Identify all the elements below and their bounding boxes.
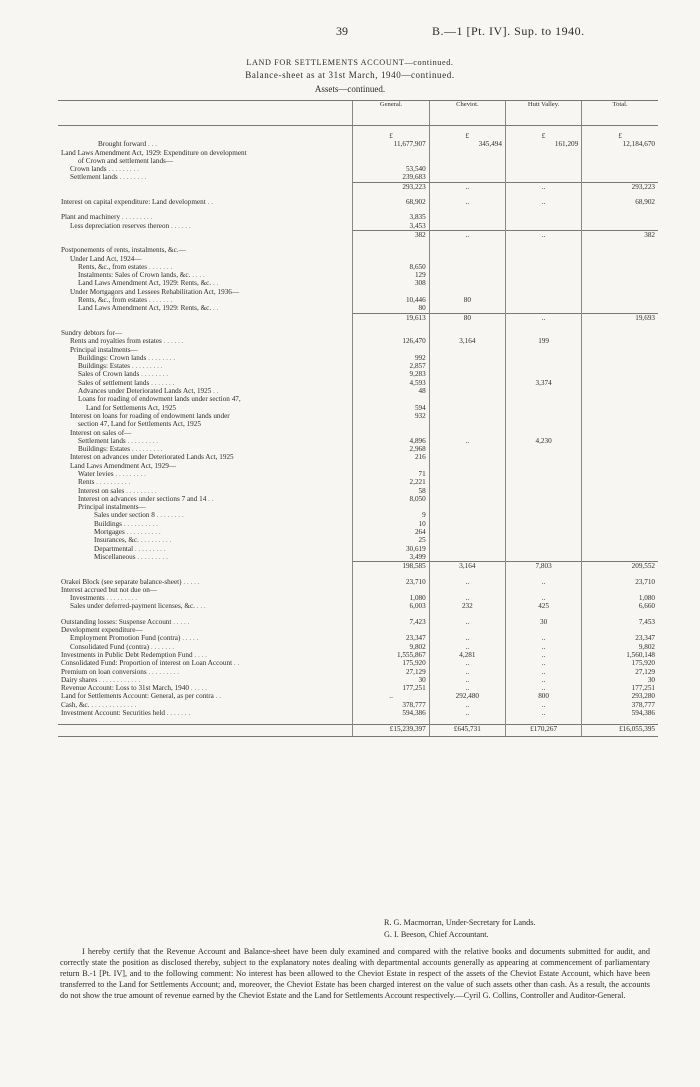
row-label: Investment Account: Securities held <box>61 709 165 717</box>
account-title: LAND FOR SETTLEMENTS ACCOUNT—continued. <box>246 58 454 67</box>
cell-total: 12,184,670 <box>582 140 658 148</box>
row-label: Land Laws Amendment Act, 1929: Expenditure on development <box>61 148 247 157</box>
row-label: Interest on sales <box>78 486 125 495</box>
cell-cheviot: 3,164 <box>429 562 505 571</box>
cell-cheviot: .. <box>429 668 505 676</box>
cell-general: 594 <box>353 404 429 412</box>
cell-hutt: .. <box>505 676 581 684</box>
cell-total: 68,902 <box>582 198 658 206</box>
row-label: Premium on loan conversions <box>61 667 147 676</box>
cell-hutt: 3,374 <box>505 379 581 387</box>
table-row: Departmental . . . . . . . . . 30,619 <box>58 545 658 553</box>
cell-general: 2,857 <box>353 362 429 370</box>
cell-general: 3,835 <box>353 213 429 221</box>
currency-row <box>58 132 658 140</box>
cell-general: 126,470 <box>353 337 429 345</box>
row-label: Cash, &c. <box>61 700 90 709</box>
table-row: Sales under deferred-payment licenses, &c. . . . 6,003 232 425 6,660 <box>58 602 658 610</box>
row-label: Orakei Block (see separate balance-sheet) <box>61 577 182 586</box>
row-label: section 47, Land for Settlements Act, 1925 <box>78 420 201 429</box>
cell-cheviot: .. <box>429 634 505 642</box>
cell-general: 25 <box>353 536 429 544</box>
cell-total: 594,386 <box>582 709 658 717</box>
cell-hutt: 161,209 <box>505 140 581 148</box>
cell-cheviot: 345,494 <box>429 140 505 148</box>
cell-hutt: 800 <box>505 692 581 700</box>
table-row: Settlement lands . . . . . . . . 239,683 <box>58 173 658 182</box>
cell-general: 68,902 <box>353 198 429 206</box>
table-row: Brought forward . . . 11,677,907 345,494 161,209 12,184,670 <box>58 140 658 148</box>
cell-hutt: .. <box>505 578 581 586</box>
cell-general: 175,920 <box>353 659 429 667</box>
cell-hutt: .. <box>505 701 581 709</box>
row-label: Settlement lands <box>78 436 126 445</box>
cell-general: 264 <box>353 528 429 536</box>
cell-general: .. <box>353 692 429 700</box>
cell-general: 19,613 <box>353 313 429 322</box>
cell-total: 30 <box>582 676 658 684</box>
cell-general: 10 <box>353 520 429 528</box>
cell-cheviot: 3,164 <box>429 337 505 345</box>
row-label: Revenue Account: Loss to 31st March, 1940 <box>61 684 189 693</box>
under-secretary-signature: R. G. Macmorran, Under-Secretary for Lands. <box>384 918 536 927</box>
table-row: Instalments: Sales of Crown lands, &c. . . . . 129 <box>58 271 658 279</box>
table-row <box>58 429 658 437</box>
cell-general: 378,777 <box>353 701 429 709</box>
table-row <box>58 412 658 420</box>
cell-general: 30 <box>353 676 429 684</box>
cell-cheviot: .. <box>429 230 505 239</box>
cell-general: 239,683 <box>353 173 429 182</box>
cell-total: 209,552 <box>582 562 658 571</box>
table-row: Rents, &c., from estates . . . . . . . 10,446 80 <box>58 296 658 304</box>
cell-hutt: 199 <box>505 337 581 345</box>
table-row: Land Laws Amendment Act, 1929: Rents, &c. . . 80 <box>58 304 658 313</box>
row-label: Interest on advances under Deteriorated Lands Act, 1925 <box>70 453 234 462</box>
cell-general: 293,223 <box>353 182 429 191</box>
cell-cheviot: .. <box>429 676 505 684</box>
row-label: Interest accrued but not due on— <box>61 585 157 594</box>
cell-general: 27,129 <box>353 668 429 676</box>
cell-general: 58 <box>353 487 429 495</box>
row-label: Rents and royalties from estates <box>70 337 162 346</box>
cell-cheviot: .. <box>429 643 505 651</box>
cell-cheviot: .. <box>429 709 505 717</box>
table-row <box>58 404 658 412</box>
cell-total: 175,920 <box>582 659 658 667</box>
table-row <box>58 288 658 296</box>
column-cheviot: Cheviot. <box>429 101 505 126</box>
cell-cheviot: 232 <box>429 602 505 610</box>
cell-hutt: .. <box>505 651 581 659</box>
table-row: Rents . . . . . . . . . . 2,221 <box>58 478 658 486</box>
row-label: Buildings: Estates <box>78 362 131 371</box>
table-row: Employment Promotion Fund (contra) . . . . . 23,347 .. .. 23,347 <box>58 634 658 642</box>
cell-general: 216 <box>353 453 429 461</box>
cell-hutt: .. <box>505 709 581 717</box>
row-label: Principal instalments— <box>78 503 146 512</box>
row-label: Investments <box>70 594 105 603</box>
row-label: Investments in Public Debt Redemption Fund <box>61 650 193 659</box>
currency-symbol: £ <box>353 132 429 140</box>
row-label: Consolidated Fund (contra) <box>70 642 150 651</box>
cell-hutt: .. <box>505 198 581 206</box>
row-label: Insurances, &c. <box>94 536 139 545</box>
row-label: Advances under Deteriorated Lands Act, 1925 <box>78 387 212 396</box>
cell-general: 9,283 <box>353 370 429 378</box>
subtotal-row <box>58 562 658 571</box>
cell-general: 7,423 <box>353 618 429 626</box>
cell-hutt: .. <box>505 230 581 239</box>
row-label: Plant and machinery <box>61 213 121 222</box>
cell-cheviot: .. <box>429 594 505 602</box>
row-label: Less depreciation reserves thereon <box>70 221 170 230</box>
section-title: Assets—continued. <box>314 84 386 94</box>
table-row <box>58 395 658 403</box>
row-label: Interest on sales of— <box>70 428 132 437</box>
cell-general: 2,221 <box>353 478 429 486</box>
row-label: Interest on advances under sections 7 and 14 <box>78 494 207 503</box>
cell-general: 53,540 <box>353 165 429 173</box>
cell-general: 3,499 <box>353 553 429 562</box>
cell-general: 594,386 <box>353 709 429 717</box>
row-label: Buildings: Crown lands <box>78 353 147 362</box>
balance-sheet-table <box>58 100 658 737</box>
sheet-title: Balance-sheet as at 31st March, 1940—continued. <box>245 70 455 80</box>
table-row: Sales of settlement lands . . . . . . . 4,593 3,374 <box>58 379 658 387</box>
table-row: Crown lands . . . . . . . . . 53,540 <box>58 165 658 173</box>
cell-total: 177,251 <box>582 684 658 692</box>
cell-general: 129 <box>353 271 429 279</box>
cell-cheviot: .. <box>429 684 505 692</box>
table-row <box>58 626 658 634</box>
table-row <box>58 329 658 337</box>
row-label: Departmental <box>94 544 134 553</box>
cell-general: 2,968 <box>353 445 429 453</box>
cell-total: 23,347 <box>582 634 658 642</box>
row-label: Loans for roading of endowment lands under section 47, <box>78 395 241 404</box>
subtotal-row <box>58 313 658 322</box>
cell-general: 8,050 <box>353 495 429 503</box>
table-row: Interest on capital expenditure: Land development . . 68,902 .. .. 68,902 <box>58 198 658 206</box>
cell-general: 10,446 <box>353 296 429 304</box>
cell-total: 6,660 <box>582 602 658 610</box>
table-row: Buildings . . . . . . . . . . 10 <box>58 520 658 528</box>
cell-cheviot: .. <box>429 701 505 709</box>
table-row: Outstanding losses: Suspense Account . . . . . 7,423 .. 30 7,453 <box>58 618 658 626</box>
column-general: General. <box>353 101 429 126</box>
cell-cheviot: 4,281 <box>429 651 505 659</box>
table-row: Land for Settlements Account: General, as per contra . . .. 292,480 800 293,280 <box>58 692 658 700</box>
table-row: Investments . . . . . . . . . 1,080 .. .. 1,080 <box>58 594 658 602</box>
cell-total: 293,280 <box>582 692 658 700</box>
table-row: Buildings: Estates . . . . . . . . . 2,857 <box>58 362 658 370</box>
table-row: Buildings: Crown lands . . . . . . . . 992 <box>58 354 658 362</box>
row-label: Development expenditure— <box>61 626 143 635</box>
cell-general: 9 <box>353 511 429 519</box>
row-label: Land for Settlements Act, 1925 <box>86 403 177 412</box>
cell-general: 382 <box>353 230 429 239</box>
table-row: Rents, &c., from estates . . . . . . . 8,650 <box>58 263 658 271</box>
cell-general: 8,650 <box>353 263 429 271</box>
cell-hutt: 425 <box>505 602 581 610</box>
row-label: Sales under deferred-payment licenses, &c. <box>70 602 195 611</box>
cell-general: 198,585 <box>353 562 429 571</box>
cell-cheviot: .. <box>429 198 505 206</box>
table-row: Interest on sales . . . . . . . . . 58 <box>58 487 658 495</box>
cell-general: 177,251 <box>353 684 429 692</box>
cell-cheviot: .. <box>429 659 505 667</box>
cell-general: 4,593 <box>353 379 429 387</box>
cell-general: 4,896 <box>353 437 429 445</box>
row-label: Crown lands <box>70 165 107 174</box>
table-row: Dairy shares . . . . . . . . . . . . 30 .. .. 30 <box>58 676 658 684</box>
table-row: Insurances, &c. . . . . . . . . . 25 <box>58 536 658 544</box>
table-row: Cash, &c. . . . . . . . . . . . . . 378,777 .. .. 378,777 <box>58 701 658 709</box>
cell-general: 1,555,867 <box>353 651 429 659</box>
row-label: Mortgages <box>94 528 125 537</box>
cell-total: 23,710 <box>582 578 658 586</box>
table-row: Sales under section 8 . . . . . . . . 9 <box>58 511 658 519</box>
row-label: Rents, &c., from estates <box>78 262 148 271</box>
table-row: Investment Account: Securities held . . . . . . . 594,386 .. .. 594,386 <box>58 709 658 717</box>
row-label: Land for Settlements Account: General, as per contra <box>61 692 214 701</box>
subtotal-row <box>58 230 658 239</box>
cell-cheviot: .. <box>429 578 505 586</box>
cell-hutt: .. <box>505 313 581 322</box>
row-label: Under Mortgagors and Lessees Rehabilitation Act, 1936— <box>70 287 240 296</box>
table-row <box>58 586 658 594</box>
table-row <box>58 246 658 254</box>
cell-hutt: .. <box>505 634 581 642</box>
row-label: Brought forward <box>98 140 147 149</box>
row-label: Instalments: Sales of Crown lands, &c. <box>78 271 191 280</box>
currency-symbol: £ <box>429 132 505 140</box>
cell-cheviot: .. <box>429 437 505 445</box>
table-row: Premium on loan conversions . . . . . . . . . 27,129 .. .. 27,129 <box>58 668 658 676</box>
cell-hutt: .. <box>505 684 581 692</box>
row-label: Miscellaneous <box>94 552 136 561</box>
table-row <box>58 346 658 354</box>
cell-general: 3,453 <box>353 222 429 231</box>
cell-total: 378,777 <box>582 701 658 709</box>
column-total: Total. <box>582 101 658 126</box>
table-row: Rents and royalties from estates . . . . . . 126,470 3,164 199 <box>58 337 658 345</box>
table-row <box>58 453 658 461</box>
cell-total: 27,129 <box>582 668 658 676</box>
cell-hutt: £170,267 <box>505 725 581 737</box>
cell-total: 19,693 <box>582 313 658 322</box>
cell-hutt: 4,230 <box>505 437 581 445</box>
label-column-header <box>58 101 353 126</box>
cell-hutt: .. <box>505 594 581 602</box>
column-header-row <box>58 101 658 126</box>
row-label: Postponements of rents, instalments, &c.— <box>61 246 186 255</box>
row-label: Buildings: Estates <box>78 445 131 454</box>
cell-cheviot: £645,731 <box>429 725 505 737</box>
column-hutt-valley: Hutt Valley. <box>505 101 581 126</box>
cell-general: 48 <box>353 387 429 395</box>
table-row: Revenue Account: Loss to 31st March, 1940 . . . . . 177,251 .. .. 177,251 <box>58 684 658 692</box>
row-label: Land Laws Amendment Act, 1929: Rents, &c. <box>78 304 212 313</box>
table-row: Investments in Public Debt Redemption Fund . . . . 1,555,867 4,281 .. 1,560,148 <box>58 651 658 659</box>
accountant-signature: G. I. Beeson, Chief Accountant. <box>384 930 489 939</box>
cell-cheviot: 80 <box>429 313 505 322</box>
cell-hutt: .. <box>505 643 581 651</box>
table-row: Mortgages . . . . . . . . . . 264 <box>58 528 658 536</box>
cell-hutt: 30 <box>505 618 581 626</box>
row-label: of Crown and settlement lands— <box>78 156 174 165</box>
row-label: Consolidated Fund: Proportion of interest on Loan Account <box>61 659 233 668</box>
row-label: Land Laws Amendment Act, 1929— <box>70 461 176 470</box>
cell-general: 23,347 <box>353 634 429 642</box>
cell-general: 1,080 <box>353 594 429 602</box>
cell-general: £15,239,397 <box>353 725 429 737</box>
table-row <box>58 462 658 470</box>
cell-total: 382 <box>582 230 658 239</box>
row-label: Water levies <box>78 469 114 478</box>
cell-total: 9,802 <box>582 643 658 651</box>
table-row: Consolidated Fund (contra) . . . . . . . 9,802 .. .. 9,802 <box>58 643 658 651</box>
table-row: Interest on advances under sections 7 and 14 . . 8,050 <box>58 495 658 503</box>
currency-symbol: £ <box>505 132 581 140</box>
row-label: Sales of Crown lands <box>78 370 140 379</box>
cell-total: 1,560,148 <box>582 651 658 659</box>
cell-general: 23,710 <box>353 578 429 586</box>
row-label: Sales of settlement lands <box>78 378 150 387</box>
table-row <box>58 157 658 165</box>
table-row: Miscellaneous . . . . . . . . . 3,499 <box>58 553 658 562</box>
audit-certificate: I hereby certify that the Revenue Account and Balance-sheet have been duly examined and compared with the relative books and documents submitted for audit, and correctly state the position as disclosed thereby, subject to the explanatory notes dealing with departmental accounts generally as appearing at commencement of parliamentary return B.-1 [Pt. IV], and to the following comment: No interest has been allowed to the Cheviot Estate in respect of the assets of the Cheviot Estate Account, which have been transferred to the Land for Settlements Account; and, moreover, the Cheviot Estate has been charged interest on the value of such assets other than cash. As a result, the accounts do not show the true amount of revenue earned by the Cheviot Estate and the Land for Settlements Account respectively.—Cyril G. Collins, Controller and Auditor-General. <box>60 947 650 1000</box>
table-row <box>58 503 658 511</box>
cell-total: 1,080 <box>582 594 658 602</box>
table-row: Orakei Block (see separate balance-sheet) . . . . . 23,710 .. .. 23,710 <box>58 578 658 586</box>
document-reference: B.—1 [Pt. IV]. Sup. to 1940. <box>432 24 585 38</box>
cell-general: 932 <box>353 412 429 420</box>
cell-cheviot: .. <box>429 618 505 626</box>
row-label: Interest on capital expenditure: Land development <box>61 198 206 207</box>
currency-symbol: £ <box>582 132 658 140</box>
row-label: Under Land Act, 1924— <box>70 254 142 263</box>
cell-general: 6,003 <box>353 602 429 610</box>
table-row: Land Laws Amendment Act, 1929: Rents, &c. . . 308 <box>58 279 658 287</box>
subtotal-row <box>58 182 658 191</box>
grand-total-row <box>58 725 658 737</box>
row-label: Dairy shares <box>61 675 98 684</box>
cell-general: 30,619 <box>353 545 429 553</box>
table-row: Plant and machinery . . . . . . . . . 3,835 <box>58 213 658 221</box>
cell-general: 71 <box>353 470 429 478</box>
row-label: Rents <box>78 478 95 487</box>
row-label: Buildings <box>94 519 122 528</box>
cell-cheviot: 80 <box>429 296 505 304</box>
cell-hutt: .. <box>505 659 581 667</box>
cell-total: £16,055,395 <box>582 725 658 737</box>
row-label: Land Laws Amendment Act, 1929: Rents, &c. <box>78 279 212 288</box>
row-label: Outstanding losses: Suspense Account <box>61 617 172 626</box>
row-label: Settlement lands <box>70 173 118 182</box>
cell-general: 11,677,907 <box>353 140 429 148</box>
cell-total: 293,223 <box>582 182 658 191</box>
row-label: Interest on loans for roading of endowment lands under <box>70 411 230 420</box>
table-row <box>58 420 658 428</box>
table-row <box>58 149 658 157</box>
cell-general: 9,802 <box>353 643 429 651</box>
cell-cheviot: .. <box>429 182 505 191</box>
cell-cheviot: 292,480 <box>429 692 505 700</box>
cell-hutt: 7,803 <box>505 562 581 571</box>
cell-total: 7,453 <box>582 618 658 626</box>
table-row: Less depreciation reserves thereon . . . . . . 3,453 <box>58 222 658 231</box>
page-number: 39 <box>336 24 348 38</box>
table-row <box>58 255 658 263</box>
table-row: Sales of Crown lands . . . . . . . . 9,283 <box>58 370 658 378</box>
table-row: Buildings: Estates . . . . . . . . . 2,968 <box>58 445 658 453</box>
table-row: Settlement lands . . . . . . . . . 4,896 .. 4,230 <box>58 437 658 445</box>
cell-general: 992 <box>353 354 429 362</box>
table-row: Advances under Deteriorated Lands Act, 1925 . . 48 <box>58 387 658 395</box>
cell-hutt: .. <box>505 668 581 676</box>
table-row: Water levies . . . . . . . . . 71 <box>58 470 658 478</box>
row-label: Employment Promotion Fund (contra) <box>70 634 181 643</box>
table-row: Consolidated Fund: Proportion of interest on Loan Account . . 175,920 .. .. 175,920 <box>58 659 658 667</box>
cell-general: 308 <box>353 279 429 287</box>
row-label: Sales under section 8 <box>94 511 155 520</box>
cell-hutt: .. <box>505 182 581 191</box>
row-label: Principal instalments— <box>70 345 138 354</box>
row-label: Rents, &c., from estates <box>78 296 148 305</box>
row-label: Sundry debtors for— <box>61 328 123 337</box>
cell-general: 80 <box>353 304 429 313</box>
